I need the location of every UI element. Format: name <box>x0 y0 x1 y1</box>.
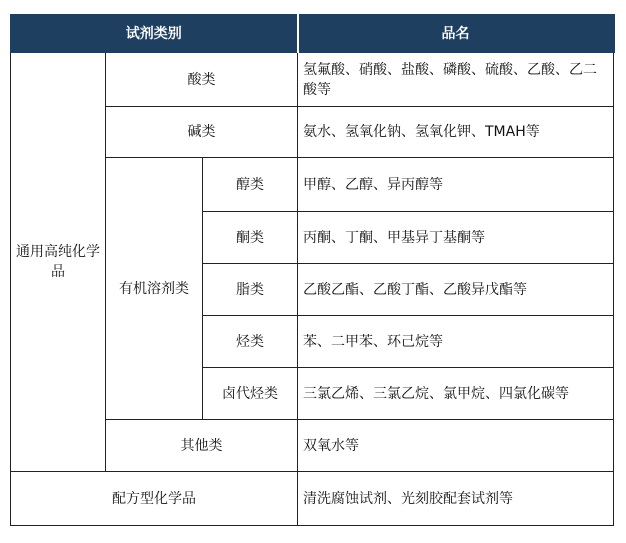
category-cell: 碱类 <box>106 107 298 158</box>
category-cell: 烃类 <box>203 316 298 368</box>
table-row <box>11 53 614 107</box>
category-cell: 其他类 <box>106 420 298 472</box>
names-cell: 氢氟酸、硝酸、盐酸、磷酸、硫酸、乙酸、乙二酸等 <box>298 53 614 107</box>
category-cell: 酮类 <box>203 212 298 264</box>
category-cell: 酸类 <box>106 53 298 107</box>
reagent-table <box>10 14 615 526</box>
header-category: 试剂类别 <box>11 15 298 53</box>
category-cell: 醇类 <box>203 158 298 212</box>
group-general: 通用高纯化学品 <box>11 53 106 472</box>
names-cell: 苯、二甲苯、环己烷等 <box>298 316 614 368</box>
names-cell: 乙酸乙酯、乙酸丁酯、乙酸异戊酯等 <box>298 264 614 316</box>
names-cell: 甲醇、乙醇、异丙醇等 <box>298 158 614 212</box>
group-organic: 有机溶剂类 <box>106 158 203 420</box>
names-cell: 三氯乙烯、三氯乙烷、氯甲烷、四氯化碳等 <box>298 368 614 420</box>
category-cell: 脂类 <box>203 264 298 316</box>
category-cell: 卤代烃类 <box>203 368 298 420</box>
names-cell: 双氧水等 <box>298 420 614 472</box>
table-row <box>11 472 614 526</box>
names-cell: 氨水、氢氧化钠、氢氧化钾、TMAH等 <box>298 107 614 158</box>
names-cell: 清洗腐蚀试剂、光刻胶配套试剂等 <box>298 472 614 526</box>
table-header-row <box>11 15 614 53</box>
group-formula: 配方型化学品 <box>11 472 298 526</box>
header-name: 品名 <box>298 15 614 53</box>
names-cell: 丙酮、丁酮、甲基异丁基酮等 <box>298 212 614 264</box>
